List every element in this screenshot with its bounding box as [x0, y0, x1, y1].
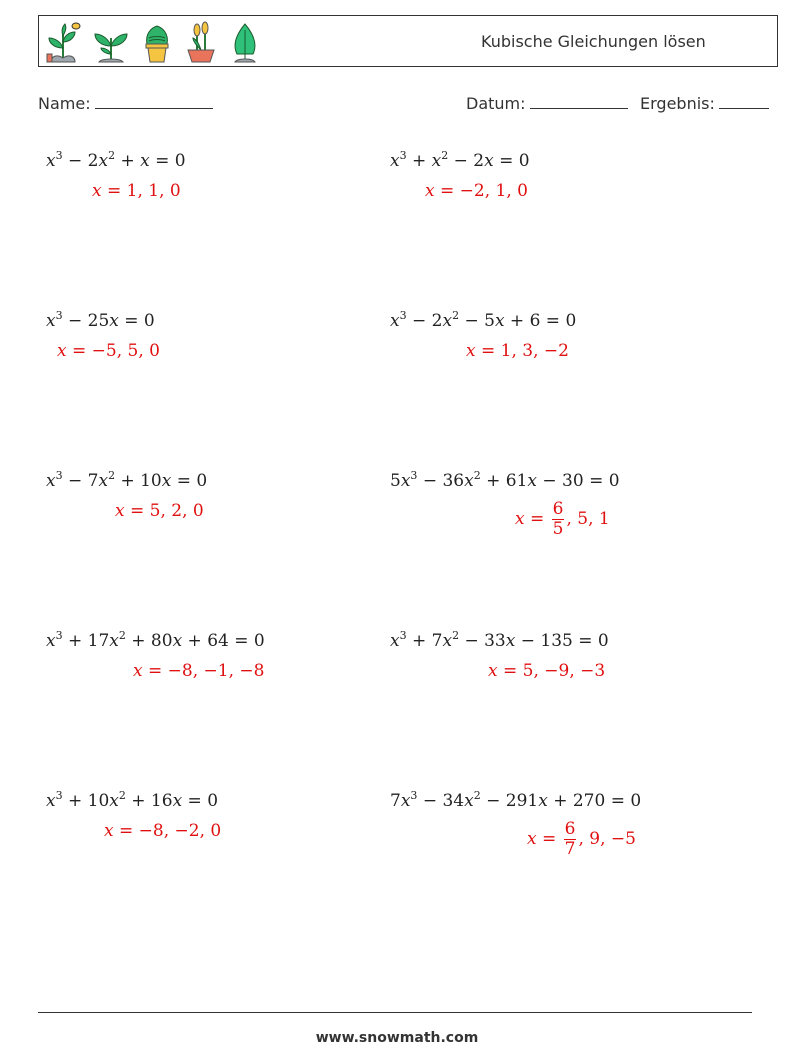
tree-icon — [227, 20, 263, 64]
equation-7: $x^3 + 17x^2 + 80x + 64 = 0$ — [46, 629, 265, 651]
header-icons — [43, 20, 263, 64]
name-field — [38, 94, 213, 113]
date-label: Datum: — [466, 94, 526, 113]
answer-2: x = −2, 1, 0 — [425, 181, 528, 201]
answer-8: x = 5, −9, −3 — [488, 661, 606, 681]
equation-3: $x^3 - 25x = 0$ — [46, 309, 155, 331]
answer-7: x = −8, −1, −8 — [133, 661, 265, 681]
wheat-pot-icon — [183, 20, 219, 64]
answer-6: x = $\frac{6}{5}$ , 5, 1 — [515, 499, 610, 539]
plant-with-bee-icon — [43, 20, 83, 64]
worksheet-title: Kubische Gleichungen lösen — [481, 32, 706, 51]
sprout-icon — [91, 20, 131, 64]
result-label: Ergebnis: — [640, 94, 715, 113]
answer-3: x = −5, 5, 0 — [57, 341, 160, 361]
answer-4: x = 1, 3, −2 — [466, 341, 569, 361]
equation-8: $x^3 + 7x^2 - 33x - 135 = 0$ — [390, 629, 609, 651]
answer-10: x = $\frac{6}{7}$ , 9, −5 — [527, 819, 636, 859]
equation-2: $x^3 + x^2 - 2x = 0$ — [390, 149, 530, 171]
equation-6: $5x^3 - 36x^2 + 61x - 30 = 0$ — [390, 469, 620, 491]
result-field — [640, 94, 769, 113]
result-line[interactable] — [719, 94, 769, 109]
date-line[interactable] — [530, 94, 628, 109]
date-field — [466, 94, 628, 113]
answer-1: x = 1, 1, 0 — [92, 181, 181, 201]
equation-9: $x^3 + 10x^2 + 16x = 0$ — [46, 789, 219, 811]
fraction-10: $\frac{6}{7}$ — [564, 819, 576, 859]
equation-10: $7x^3 - 34x^2 - 291x + 270 = 0$ — [390, 789, 642, 811]
answer-5: x = 5, 2, 0 — [115, 501, 204, 521]
name-line[interactable] — [95, 94, 213, 109]
equation-4: $x^3 - 2x^2 - 5x + 6 = 0$ — [390, 309, 577, 331]
header-box — [38, 15, 778, 67]
footer-url[interactable]: www.snowmath.com — [315, 1030, 479, 1046]
potted-plant-icon — [139, 20, 175, 64]
footer-divider — [38, 1012, 752, 1013]
fraction-6: $\frac{6}{5}$ — [552, 499, 564, 539]
answer-9: x = −8, −2, 0 — [104, 821, 222, 841]
name-label: Name: — [38, 94, 91, 113]
equation-1: $x^3 - 2x^2 + x = 0$ — [46, 149, 186, 171]
equation-5: $x^3 - 7x^2 + 10x = 0$ — [46, 469, 208, 491]
